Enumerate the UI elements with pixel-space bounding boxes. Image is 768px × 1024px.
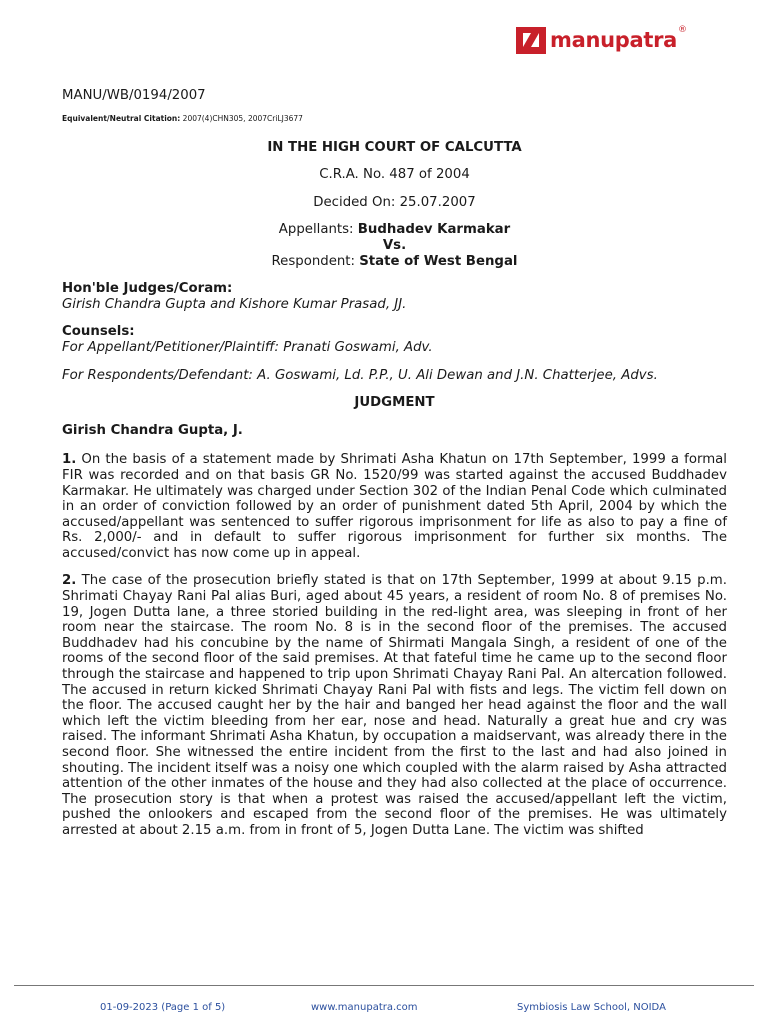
document-body (62, 88, 727, 851)
counsel-respondent: For Respondents/Defendant: A. Goswami, Ld. P.P., U. Ali Dewan and J.N. Chatterjee, Advs. (62, 367, 658, 383)
appellants-name: Budhadev Karmakar (357, 222, 511, 238)
counsels-label: Counsels: (62, 324, 135, 340)
court-name: IN THE HIGH COURT OF CALCUTTA (267, 139, 522, 155)
counsel-appellant: For Appellant/Petitioner/Plaintiff: Pranati Goswami, Adv. (62, 339, 433, 355)
paragraph-number: 2. (62, 573, 77, 589)
judgment-title: JUDGMENT (354, 395, 435, 411)
appellants-line (62, 222, 727, 238)
logo-text: manupatra (550, 28, 678, 52)
logo-registered-mark: ® (678, 25, 688, 35)
footer-date-page: 01-09-2023 (Page 1 of 5) (100, 1002, 226, 1013)
case-number: C.R.A. No. 487 of 2004 (319, 167, 470, 183)
counsels-section (62, 324, 727, 355)
paragraph-number: 1. (62, 452, 77, 468)
coram-label: Hon'ble Judges/Coram: (62, 281, 233, 297)
paragraph-text: On the basis of a statement made by Shrimati Asha Khatun on 17th September, 1999 a formal FIR was recorded and on that basis GR No. 1520/99 was started against the accused Buddhadev Karmakar. He ultimately was charged under Section 302 of the Indian Penal Code which culminated in an order of conviction followed by an order of punishment dated 5th April, 2004 by which the accused/appellant was sentenced to suffer rigorous imprisonment for life as also to pay a fine of Rs. 2,000/- and in default to suffer rigorous imprisonment for further six months. The accused/convict has now come up in appeal. (62, 452, 727, 561)
footer-divider (14, 985, 754, 986)
manupatra-logo (516, 25, 687, 55)
respondent-label: Respondent: (271, 253, 355, 269)
respondent-line (62, 254, 727, 270)
decided-date: Decided On: 25.07.2007 (313, 194, 476, 210)
judge-name: Girish Chandra Gupta, J. (62, 422, 243, 438)
footer-website-link[interactable]: www.manupatra.com (311, 1002, 418, 1013)
parties (62, 222, 727, 269)
manupatra-logo-icon (516, 27, 546, 54)
citation-value: 2007(4)CHN305, 2007CriLJ3677 (182, 113, 303, 123)
paragraph-text: The case of the prosecution briefly stated is that on 17th September, 1999 at about 9.15 p.m. Shrimati Chayay Rani Pal alias Buri, aged about 45 years, a resident of room No. 8 of premises No. 19, Jogen Dutta lane, a three storied building in the red-light area, was sleeping in front of her room near the staircase. The room No. 8 is in the second floor of the premises. The accused Buddhadev had his concubine by the name of Shirmati Mangala Singh, a resident of one of the rooms of the second floor of the said premises. At that fateful time he came up to the second floor through the staircase and happened to trip upon Shrimati Chayay Rani Pal. An altercation followed. The accused in return kicked Shrimati Chayay Rani Pal with fists and legs. The victim fell down on the floor. The accused caught her by the hair and banged her head against the floor and the wall which left the victim bleeding from her ear, nose and head. Naturally a great hue and cry was raised. The informant Shrimati Asha Khatun, by occupation a maidservant, was already there in the second floor. She witnessed the entire incident from the first to the last and had also joined in shouting. The incident itself was a noisy one which coupled with the alarm raised by Asha attracted attention of the other inmates of the house and they had also collected at the place of occurrence. The prosecution story is that when a protest was raised the accused/appellant left the victim, pushed the onlookers and escaped from the second floor of the premises. He was ultimately arrested at about 2.15 a.m. from in front of 5, Jogen Dutta Lane. The victim was shifted (62, 573, 727, 838)
coram-judges: Girish Chandra Gupta and Kishore Kumar Prasad, JJ. (62, 296, 407, 312)
versus: Vs. (382, 237, 407, 253)
citation-label: Equivalent/Neutral Citation: (62, 113, 181, 123)
paragraph-1 (62, 452, 727, 561)
respondent-name: State of West Bengal (359, 253, 518, 269)
footer-institution: Symbiosis Law School, NOIDA (517, 1002, 666, 1013)
paragraph-2 (62, 573, 727, 838)
coram-section (62, 281, 727, 312)
citation (62, 114, 727, 124)
manu-id: MANU/WB/0194/2007 (62, 88, 206, 103)
appellants-label: Appellants: (278, 222, 354, 238)
